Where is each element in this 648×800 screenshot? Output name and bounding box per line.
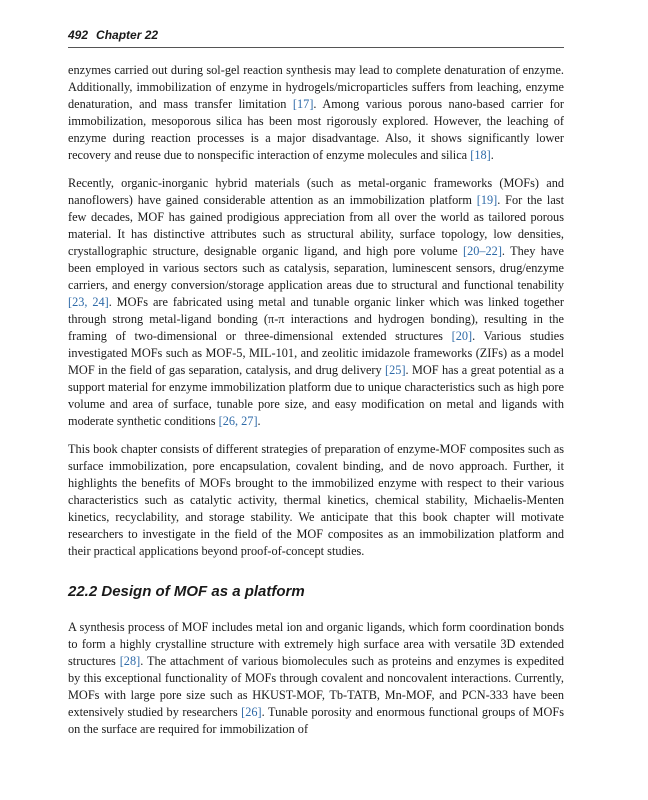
text-run: . MOFs are fabricated using metal and tunable organic linker which was linked together through strong metal-ligand bonding (π-π interactions and hydrogen bonding), resulting in the framing of two-dimensional or three-dimensional extended structures (68, 295, 564, 343)
paragraph (68, 62, 564, 164)
citation-link[interactable]: [20] (451, 329, 473, 343)
text-run: A synthesis process of MOF includes metal ion and organic ligands, which form coordination bonds to form a highly crystalline structure with extremely high surface area with versatile 3D extended structures (68, 620, 564, 668)
text-run: . MOF has a great potential as a support material for enzyme immobilization platform due to unique characteristics such as high pore volume and area of surface, tunable pore size, and easy modification on metal and ligands with moderate synthetic conditions (68, 363, 564, 428)
text-run: . They have been employed in various sectors such as catalysis, separation, luminescent sensors, drug/enzyme carriers, and energy conversion/storage application areas due to structural and functional tenability (68, 244, 564, 292)
section-heading: 22.2 Design of MOF as a platform (68, 583, 305, 600)
citation-link[interactable]: [18] (470, 148, 491, 162)
body-text (68, 62, 564, 749)
paragraph (68, 441, 564, 560)
text-run: . (490, 148, 494, 162)
citation-link[interactable]: [26, 27] (218, 414, 258, 428)
paragraph (68, 619, 564, 738)
running-header (68, 28, 564, 48)
text-run: . Various studies investigated MOFs such as MOF-5, MIL-101, and zeolitic imidazole frameworks (ZIFs) as a model MOF in the field of gas separation, catalysis, and drug delivery (68, 329, 564, 377)
text-run: . Among various porous nano-based carrier for immobilization, mesoporous silica has been most rigorously explored. However, the leaching of enzyme during reaction processes is a major disadvantage. Also, it shows significantly lower recovery and reuse due to nonspecific interaction of enzyme molecules and silica (68, 97, 564, 162)
text-run: . For the last few decades, MOF has gained prodigious appreciation from all over the world as tailored porous material. It has distinctive attributes such as structural ability, surface topology, low densities, crystallographic structure, designable organic ligand, and high pore volume (68, 193, 564, 258)
text-run: . (257, 414, 261, 428)
chapter-label: Chapter 22 (96, 28, 159, 42)
citation-link[interactable]: [17] (292, 97, 314, 111)
text-run: . Tunable porosity and enormous functional groups of MOFs on the surface are required for immobilization of (68, 705, 564, 736)
page-number: 492 (68, 28, 89, 42)
citation-link[interactable]: [19] (476, 193, 498, 207)
paragraph (68, 175, 564, 430)
citation-link[interactable]: [28] (119, 654, 141, 668)
citation-link[interactable]: [25] (385, 363, 406, 377)
text-run: Recently, organic-inorganic hybrid materials (such as metal-organic frameworks (MOFs) and nanoflowers) have gained considerable attention as an immobilization platform (68, 176, 564, 207)
citation-link[interactable]: [26] (241, 705, 262, 719)
text-run: . The attachment of various biomolecules such as proteins and enzymes is expedited by this exceptional functionality of MOFs through covalent and noncovalent interactions. Currently, MOFs with large pore size such as HKUST-MOF, Tb-TATB, Mn-MOF, and PCN-333 have been extensively studied by researchers (68, 654, 564, 719)
citation-link[interactable]: [20–22] (462, 244, 502, 258)
text-run: enzymes carried out during sol-gel reaction synthesis may lead to complete denaturation of enzyme. Additionally, immobilization of enzyme in hydrogels/microparticles suffers from leaching, enzyme denaturation, and mass transfer limitation (68, 63, 564, 111)
citation-link[interactable]: [23, 24] (68, 295, 109, 309)
text-run: This book chapter consists of different strategies of preparation of enzyme-MOF composites such as surface immobilization, pore encapsulation, covalent binding, and de novo approach. Further, it highlights the benefits of MOFs brought to the immobilized enzyme with respect to their various characteristics such as catalytic activity, thermal kinetics, chemical stability, Michaelis-Menten kinetics, recyclability, and storage stability. We anticipate that this book chapter will motivate researchers to investigate in the field of the MOF composites as an immobilization platform and their practical applications beyond proof-of-concept studies. (68, 442, 564, 558)
